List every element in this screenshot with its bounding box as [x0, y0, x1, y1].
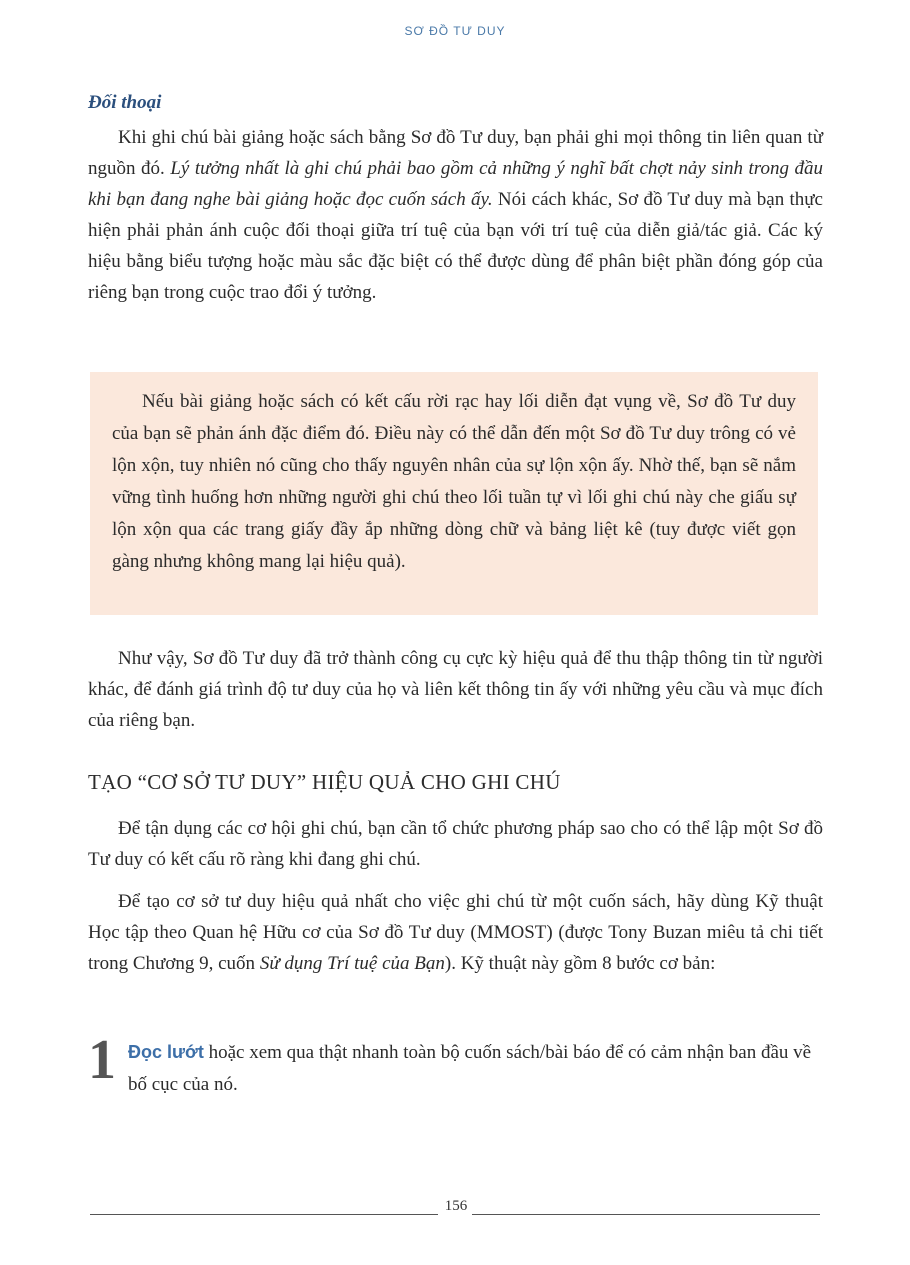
- paragraph-1: [88, 122, 823, 308]
- step-1: [88, 1029, 823, 1101]
- footer-rule-right: [472, 1214, 820, 1215]
- step-number: 1: [88, 1029, 116, 1091]
- step-text: hoặc xem qua thật nhanh toàn bộ cuốn sách/bài báo để có cảm nhận ban đầu về bố cục của nó.: [128, 1042, 812, 1095]
- paragraph-1-italic: Lý tưởng nhất là ghi chú phải bao gồm cả những ý nghĩ bất chợt nảy sinh trong đầu khi bạn đang nghe bài giảng hoặc đọc cuốn sách ấy.: [88, 158, 824, 210]
- running-head: SƠ ĐỒ TƯ DUY: [404, 24, 506, 38]
- paragraph-2-block: [88, 643, 823, 736]
- paragraph-4-text-b: ). Kỹ thuật này gồm 8 bước cơ bản:: [444, 953, 716, 974]
- paragraph-4-block: [88, 886, 823, 979]
- paragraph-3: Để tận dụng các cơ hội ghi chú, bạn cần tổ chức phương pháp sao cho có thể lập một Sơ đồ Tư duy có kết cấu rõ ràng khi đang ghi chú.: [88, 818, 823, 870]
- callout-box: [90, 372, 818, 615]
- paragraph-4-italic: Sử dụng Trí tuệ của Bạn: [259, 953, 445, 974]
- paragraph-1-text-b: Nói cách khác, Sơ đồ Tư duy mà bạn thực hiện phải phản ánh cuộc đối thoại giữa trí tuệ của bạn với trí tuệ của diễn giả/tác giả. Các ký hiệu bằng biểu tượng hoặc màu sắc đặc biệt có thể được dùng để phân biệt phần đóng góp của riêng bạn trong cuộc trao đổi ý tưởng.: [88, 189, 823, 303]
- section-heading: TẠO “CƠ SỞ TƯ DUY” HIỆU QUẢ CHO GHI CHÚ: [88, 770, 561, 794]
- section-title: Đối thoại: [88, 92, 162, 113]
- page-number: 156: [444, 1198, 468, 1214]
- paragraph-4: [88, 886, 823, 979]
- footer-rule-left: [90, 1214, 438, 1215]
- page-footer: [90, 1198, 820, 1220]
- paragraph-4-text-a: Để tạo cơ sở tư duy hiệu quả nhất cho việc ghi chú từ một cuốn sách, hãy dùng Kỹ thuật Học tập theo Quan hệ Hữu cơ của Sơ đồ Tư duy (MMOST) (được Tony Buzan miêu tả chi tiết trong Chương 9, cuốn: [88, 891, 823, 974]
- section-dialogue: [88, 92, 823, 308]
- paragraph-1-text-a: Khi ghi chú bài giảng hoặc sách bằng Sơ đồ Tư duy, bạn phải ghi mọi thông tin liên quan từ nguồn đó.: [88, 127, 823, 179]
- paragraph-3-block: [88, 813, 823, 875]
- callout-text: Nếu bài giảng hoặc sách có kết cấu rời rạc hay lối diễn đạt vụng về, Sơ đồ Tư duy của bạn sẽ phản ánh đặc điểm đó. Điều này có thể dẫn đến một Sơ đồ Tư duy trông có vẻ lộn xộn, tuy nhiên nó cũng cho thấy nguyên nhân của sự lộn xộn ấy. Nhờ thế, bạn sẽ nắm vững tình huống hơn những người ghi chú theo lối tuần tự vì lối ghi chú này che giấu sự lộn xộn qua các trang giấy đầy ắp những dòng chữ và bảng liệt kê (tuy được viết gọn gàng nhưng không mang lại hiệu quả).: [112, 391, 796, 572]
- step-keyword: Đọc lướt: [128, 1042, 204, 1062]
- paragraph-2: Như vậy, Sơ đồ Tư duy đã trở thành công cụ cực kỳ hiệu quả để thu thập thông tin từ người khác, để đánh giá trình độ tư duy của họ và liên kết thông tin ấy với những yêu cầu và mục đích của riêng bạn.: [88, 648, 823, 731]
